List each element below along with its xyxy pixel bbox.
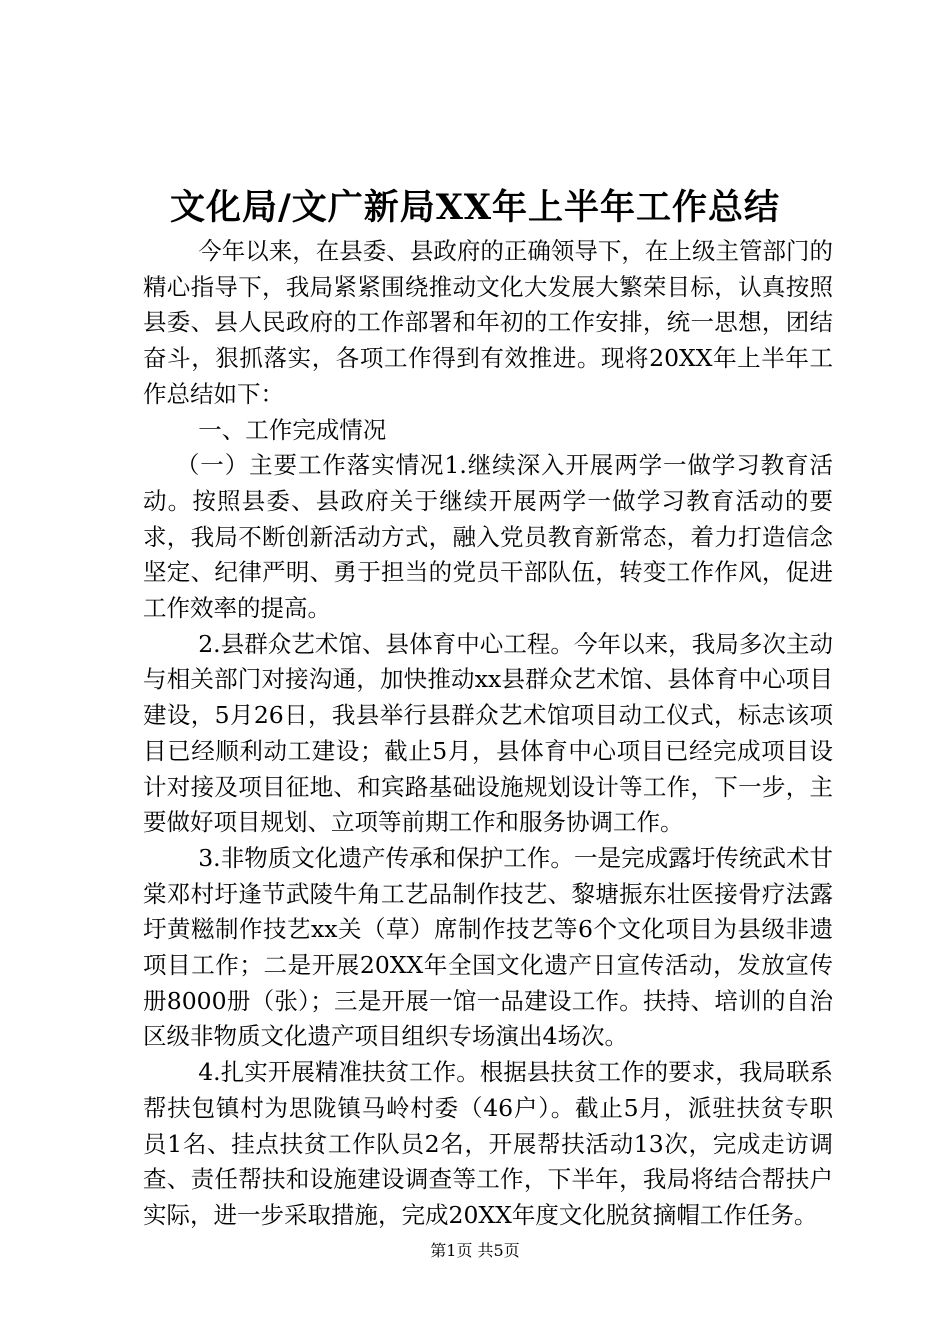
page-number-footer: 第1页 共5页: [430, 1241, 520, 1260]
paragraph-item-2: 2.县群众艺术馆、县体育中心工程。今年以来，我局多次主动与相关部门对接沟通，加快推动xx县群众艺术馆、县体育中心项目建设，5月26日，我县举行县群众艺术馆项目动工仪式，标志该项目已经顺利动工建设；截止5月，县体育中心项目已经完成项目设计对接及项目征地、和宾路基础设施规划设计等工作，下一步，主要做好项目规划、立项等前期工作和服务协调工作。: [143, 629, 833, 837]
document-body: [143, 234, 833, 1234]
paragraph-item-1: （一）主要工作落实情况1.继续深入开展两学一做学习教育活动。按照县委、县政府关于继续开展两学一做学习教育活动的要求，我局不断创新活动方式，融入党员教育新常态，着力打造信念坚定、纪律严明、勇于担当的党员干部队伍，转变工作作风，促进工作效率的提高。: [143, 451, 833, 623]
paragraph-intro: 今年以来，在县委、县政府的正确领导下，在上级主管部门的精心指导下，我局紧紧围绕推动文化大发展大繁荣目标，认真按照县委、县人民政府的工作部署和年初的工作安排，统一思想，团结奋斗，狠抓落实，各项工作得到有效推进。现将20XX年上半年工作总结如下：: [143, 237, 833, 408]
document-title: 文化局/文广新局XX年上半年工作总结: [169, 187, 781, 228]
paragraph-item-4: 4.扎实开展精准扶贫工作。根据县扶贫工作的要求，我局联系帮扶包镇村为思陇镇马岭村委（46户）。截止5月，派驻扶贫专职员1名、挂点扶贫工作队员2名，开展帮扶活动13次，完成走访调查、责任帮扶和设施建设调查等工作，下半年，我局将结合帮扶户实际，进一步采取措施，完成20XX年度文化脱贫摘帽工作任务。: [143, 1058, 833, 1229]
section-heading: 一、工作完成情况: [198, 415, 387, 444]
paragraph-item-3: 3.非物质文化遗产传承和保护工作。一是完成露圩传统武术甘棠邓村圩逢节武陵牛角工艺品制作技艺、黎塘振东壮医接骨疗法露圩黄糍制作技艺xx关（草）席制作技艺等6个文化项目为县级非遗项目工作；二是开展20XX年全国文化遗产日宣传活动，发放宣传册8000册（张）；三是开展一馆一品建设工作。扶持、培训的自治区级非物质文化遗产项目组织专场演出4场次。: [143, 843, 833, 1051]
